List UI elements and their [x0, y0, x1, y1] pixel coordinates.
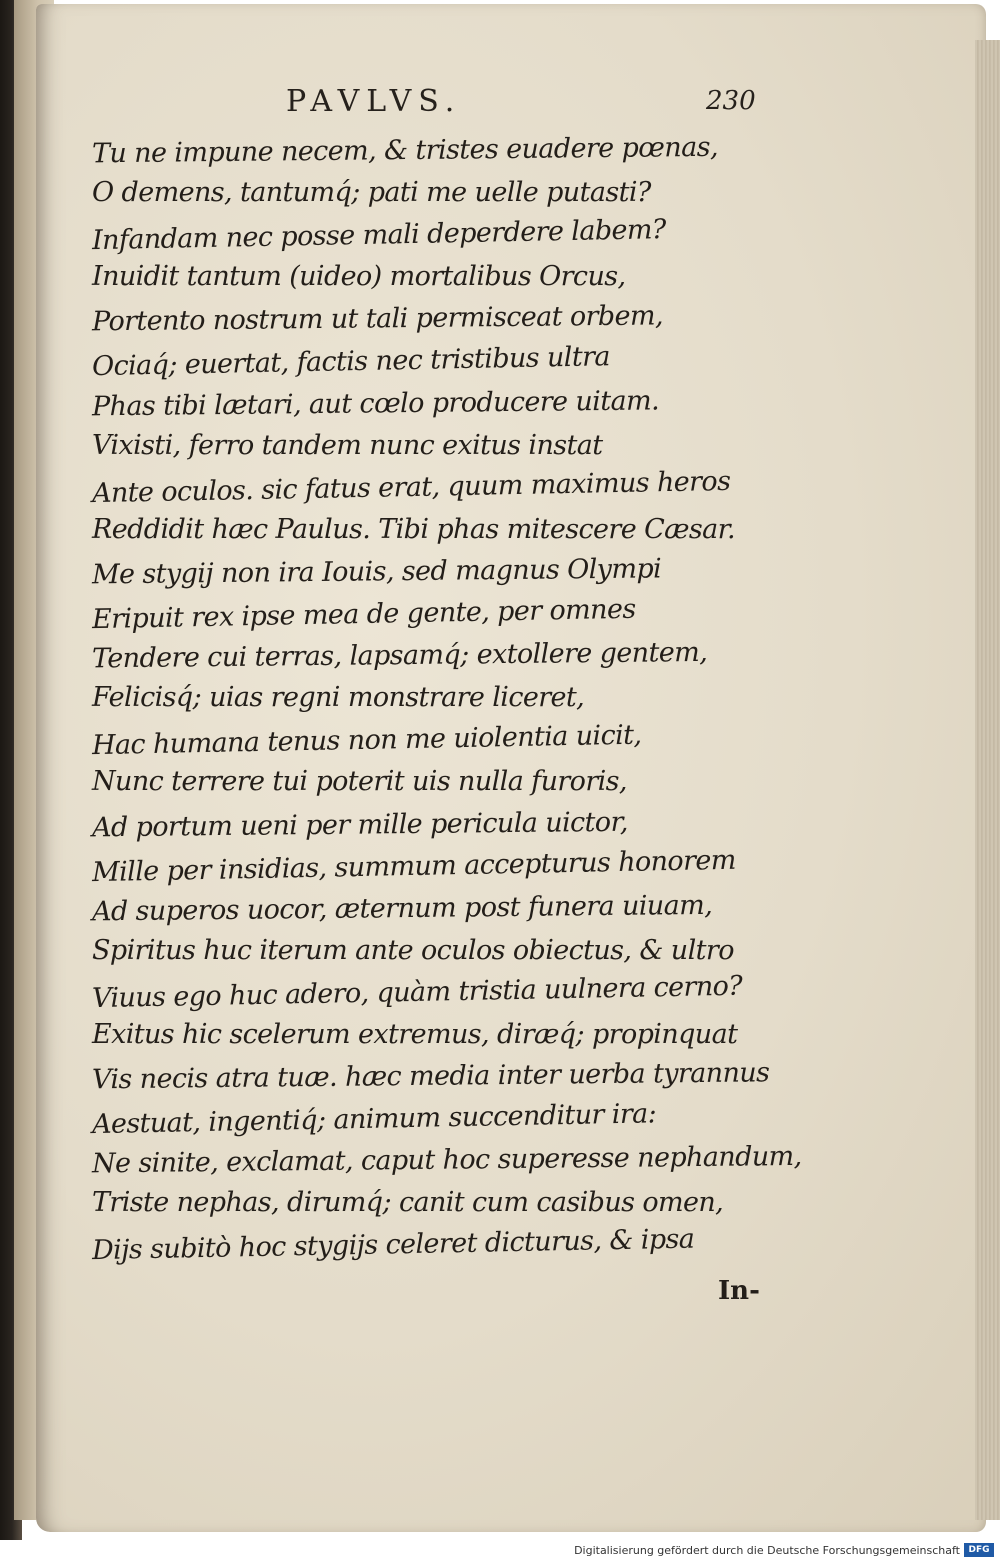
verse-line: Triste nephas, dirumq́; canit cum casibus omen, [92, 1187, 724, 1219]
verse-line: Ociaq́; euertat, factis nec tristibus ultra [91, 341, 611, 383]
verse-line: Inuidit tantum (uideo) mortalibus Orcus, [92, 261, 626, 293]
page-fore-edge [975, 40, 1000, 1520]
verse-line: Exitus hic scelerum extremus, diræq́; propinquat [92, 1018, 738, 1050]
verse-line: O demens, tantumq́; pati me uelle putasti? [92, 177, 651, 209]
verse-line: Hac humana tenus non me uiolentia uicit, [91, 719, 642, 762]
funding-credit: Digitalisierung gefördert durch die Deutsche Forschungsgemeinschaft [574, 1544, 960, 1557]
verse-line: Spiritus huc iterum ante oculos obiectus, & ultro [92, 934, 734, 966]
verse-line: Me stygij non ira Iouis, sed magnus Olympi [91, 553, 662, 591]
verse-line: Portento nostrum ut tali permisceat orbem, [91, 300, 664, 338]
verse-line: Aestuat, ingentiq́; animum succenditur ira: [91, 1098, 657, 1141]
verse-line: Ad superos uocor, æternum post funera uiuam, [91, 889, 713, 928]
verse-line: Nunc terrere tui poterit uis nulla furoris, [92, 766, 627, 798]
verse-line: Tendere cui terras, lapsamq́; extollere gentem, [91, 637, 708, 675]
catchword: In- [718, 1276, 760, 1306]
verse-line: Phas tibi lætari, aut cœlo producere uitam. [91, 384, 660, 422]
verse-line: Mille per insidias, summum accepturus honorem [91, 844, 737, 888]
running-head: PAVLVS. [286, 84, 462, 119]
verse-line: Vis necis atra tuæ. hæc media inter uerba tyrannus [91, 1057, 770, 1096]
verse-line: Eripuit rex ipse mea de gente, per omnes [91, 593, 636, 636]
verse-line: Tu ne impune necem, & tristes euadere pœnas, [91, 131, 718, 170]
verse-line: Dijs subitò hoc stygijs celeret dicturus, & ipsa [91, 1224, 695, 1267]
verse-line: Ad portum ueni per mille pericula uictor, [91, 806, 628, 843]
verse-line: Vixisti, ferro tandem nunc exitus instat [92, 429, 603, 461]
verse-line: Infandam nec posse mali deperdere labem? [91, 214, 667, 257]
verse-line: Ante oculos. sic fatus erat, quum maximus heros [91, 465, 731, 509]
verse-line: Felicisq́; uias regni monstrare liceret, [92, 682, 585, 714]
dfg-logo-icon[interactable]: DFG [964, 1543, 994, 1557]
verse-line: Viuus ego huc adero, quàm tristia uulnera cerno? [91, 970, 743, 1015]
page-number: 230 [706, 86, 756, 116]
verse-line: Ne sinite, exclamat, caput hoc superesse nephandum, [91, 1141, 802, 1180]
verse-block [91, 130, 802, 1267]
digitization-footer [0, 1540, 1000, 1562]
verse-line: Reddidit hæc Paulus. Tibi phas mitescere Cæsar. [92, 513, 735, 545]
